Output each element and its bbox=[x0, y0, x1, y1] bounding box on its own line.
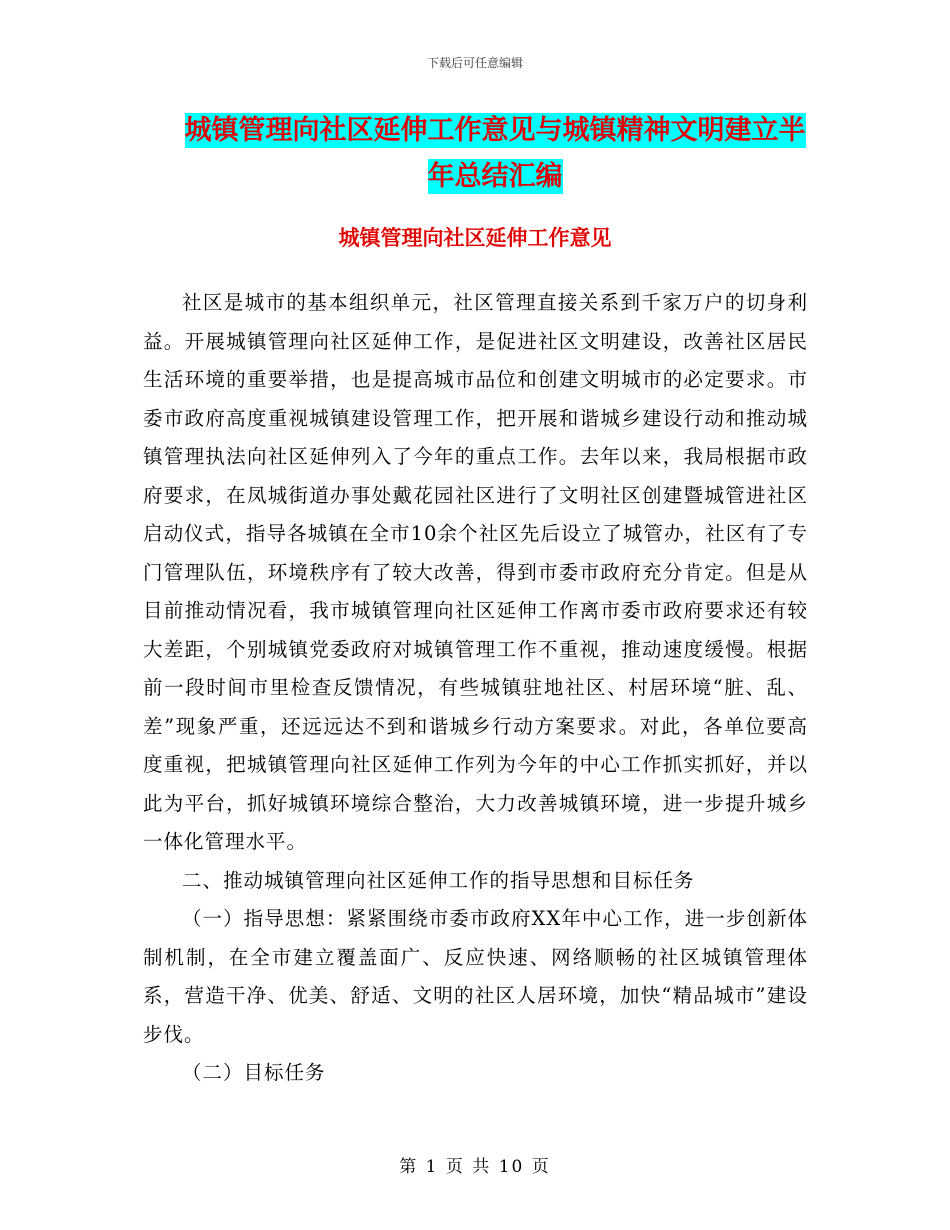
document-title bbox=[150, 108, 840, 200]
header-note: 下载后可任意编辑 bbox=[426, 56, 523, 70]
page-footer: 第 1 页 共 10 页 bbox=[399, 1157, 551, 1177]
document-title-line1: 城镇管理向社区延伸工作意见与城镇精神文明建立半 bbox=[184, 115, 806, 146]
paragraph-target-tasks: （二）目标任务 bbox=[182, 1061, 326, 1084]
paragraph-heading-2: 二、推动城镇管理向社区延伸工作的指导思想和目标任务 bbox=[182, 868, 695, 892]
paragraph-intro: 社区是城市的基本组织单元，社区管理直接关系到千家万户的切身利益。开展城镇管理向社区延伸工作，是促进社区文明建设，改善社区居民生活环境的重要举措，也是提高城市品位和创建文明城市的必定要求。市委市政府高度重视城镇建设管理工作，把开展和谐城乡建设行动和推动城镇管理执法向社区延伸列入了今年的重点工作。去年以来，我局根据市政府要求，在凤城街道办事处戴花园社区进行了文明社区创建暨城管进社区启动仪式，指导各城镇在全市10余个社区先后设立了城管办，社区有了专门管理队伍，环境秩序有了较大改善，得到市委市政府充分肯定。但是从目前推动情况看，我市城镇管理向社区延伸工作离市委市政府要求还有较大差距，个别城镇党委政府对城镇管理工作不重视，推动速度缓慢。根据前一段时间市里检查反馈情况，有些城镇驻地社区、村居环境“脏、乱、差”现象严重，还远远达不到和谐城乡行动方案要求。对此，各单位要高度重视，把城镇管理向社区延伸工作列为今年的中心工作抓实抓好，并以此为平台，抓好城镇环境综合整治，大力改善城镇环境，进一步提升城乡一体化管理水平。 bbox=[143, 291, 808, 853]
document-title-line2: 年总结汇编 bbox=[427, 161, 563, 192]
paragraph-guiding-thought: （一）指导思想：紧紧围绕市委市政府XX年中心工作，进一步创新体制机制，在全市建立覆盖面广、反应快速、网络顺畅的社区城镇管理体系，营造干净、优美、舒适、文明的社区人居环境，加快“精品城市”建设步伐。 bbox=[143, 907, 808, 1046]
section-title: 城镇管理向社区延伸工作意见 bbox=[338, 226, 612, 250]
body-text bbox=[143, 284, 808, 1093]
